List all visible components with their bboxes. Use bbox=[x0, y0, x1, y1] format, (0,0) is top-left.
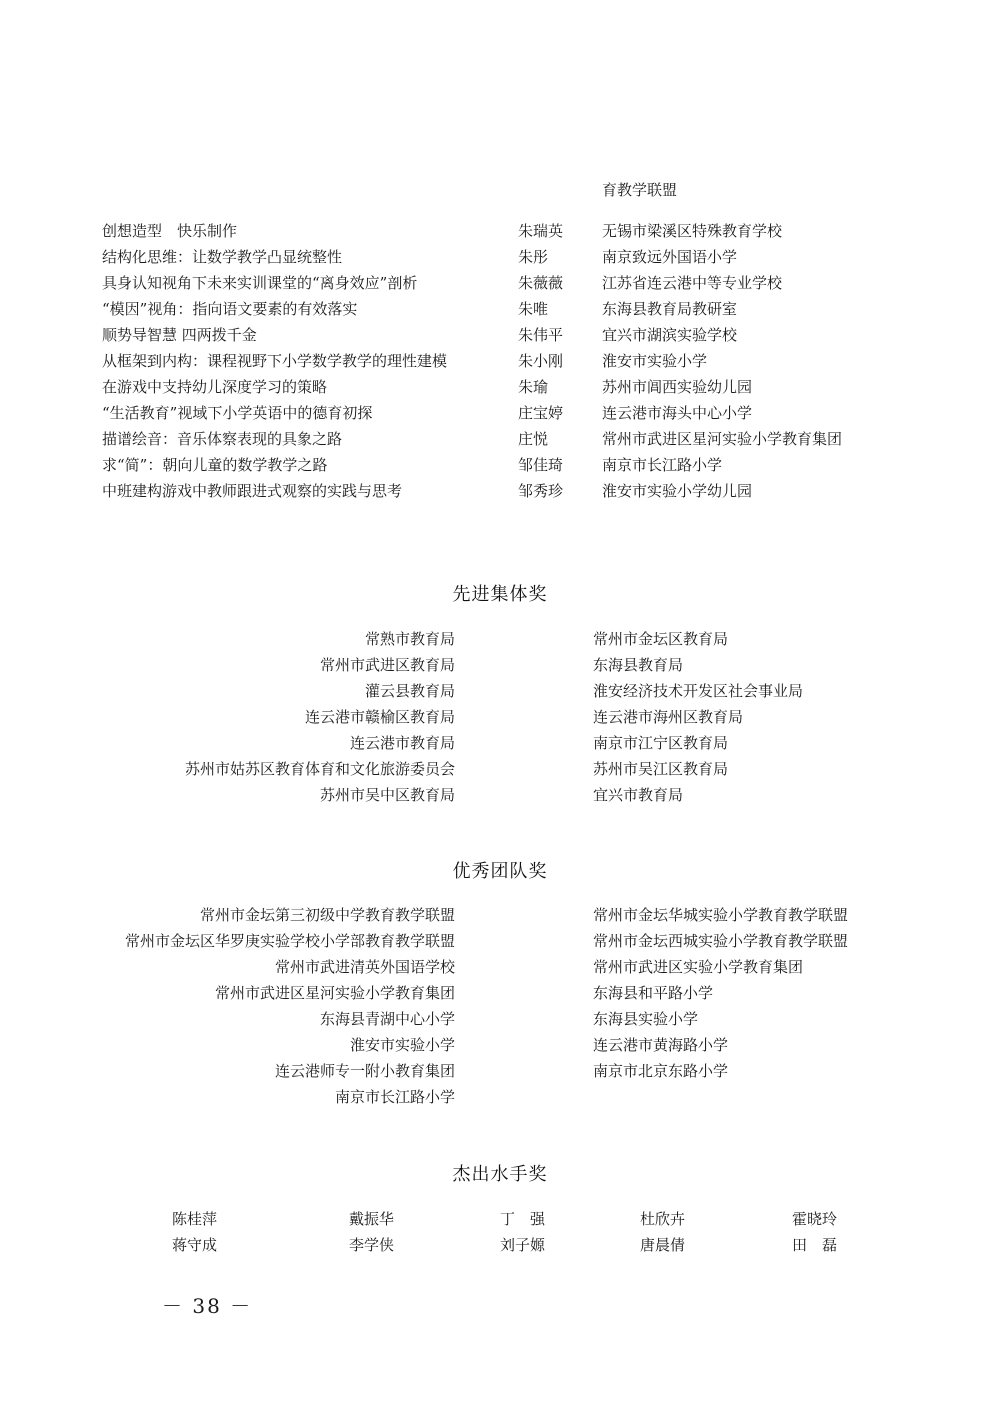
helmsman-award-heading: 杰出水手奖 bbox=[452, 1164, 548, 1185]
team-award-heading: 优秀团队奖 bbox=[452, 861, 548, 882]
paper-author: 朱唯 bbox=[518, 300, 549, 318]
team-right: 常州市武进区实验小学教育集团 bbox=[593, 958, 804, 976]
paper-title: 在游戏中支持幼儿深度学习的策略 bbox=[102, 378, 328, 396]
paper-title: 求“简”：朝向儿童的数学教学之路 bbox=[102, 456, 328, 474]
team-right: 东海县实验小学 bbox=[593, 1010, 699, 1028]
continuation-text: 育教学联盟 bbox=[602, 181, 678, 199]
table-row bbox=[0, 706, 1000, 732]
org-right: 常州市金坛区教育局 bbox=[593, 630, 729, 648]
paper-org: 无锡市梁溪区特殊教育学校 bbox=[602, 222, 783, 240]
team-left: 常州市武进区星河实验小学教育集团 bbox=[214, 984, 455, 1002]
team-left: 常州市武进清英外国语学校 bbox=[274, 958, 455, 976]
paper-author: 朱彤 bbox=[518, 248, 549, 266]
team-left: 连云港师专一附小教育集团 bbox=[274, 1062, 455, 1080]
page-number: － 38 － bbox=[162, 1294, 253, 1318]
list-item bbox=[0, 428, 1000, 454]
paper-org: 宜兴市湖滨实验学校 bbox=[602, 326, 738, 344]
table-row bbox=[0, 784, 1000, 810]
paper-org: 淮安市实验小学 bbox=[602, 352, 708, 370]
team-left: 淮安市实验小学 bbox=[349, 1036, 455, 1054]
team-right: 东海县和平路小学 bbox=[593, 984, 714, 1002]
person-name: 李学侠 bbox=[349, 1236, 395, 1254]
team-right: 常州市金坛华城实验小学教育教学联盟 bbox=[593, 906, 849, 924]
table-row bbox=[0, 956, 1000, 982]
team-left: 南京市长江路小学 bbox=[334, 1088, 455, 1106]
paper-org: 苏州市阊西实验幼儿园 bbox=[602, 378, 753, 396]
list-item bbox=[0, 376, 1000, 402]
paper-author: 邹佳琦 bbox=[518, 456, 564, 474]
team-right: 连云港市黄海路小学 bbox=[593, 1036, 729, 1054]
team-left: 东海县青湖中心小学 bbox=[319, 1010, 455, 1028]
table-row bbox=[0, 654, 1000, 680]
table-row bbox=[0, 628, 1000, 654]
list-item bbox=[0, 272, 1000, 298]
org-right: 宜兴市教育局 bbox=[593, 786, 684, 804]
table-row bbox=[0, 1086, 1000, 1112]
paper-title: 中班建构游戏中教师跟进式观察的实践与思考 bbox=[102, 482, 403, 500]
table-row bbox=[0, 930, 1000, 956]
paper-author: 庄宝婷 bbox=[518, 404, 564, 422]
list-item bbox=[0, 298, 1000, 324]
table-row bbox=[0, 1208, 1000, 1234]
paper-title: 描谱绘音：音乐体察表现的具象之路 bbox=[102, 430, 343, 448]
org-left: 连云港市赣榆区教育局 bbox=[304, 708, 455, 726]
paper-author: 朱伟平 bbox=[518, 326, 564, 344]
org-left: 苏州市吴中区教育局 bbox=[319, 786, 455, 804]
list-item bbox=[0, 402, 1000, 428]
list-item bbox=[0, 220, 1000, 246]
org-right: 连云港市海州区教育局 bbox=[593, 708, 744, 726]
paper-title: “模因”视角：指向语文要素的有效落实 bbox=[102, 300, 358, 318]
org-right: 南京市江宁区教育局 bbox=[593, 734, 729, 752]
team-left: 常州市金坛区华罗庚实验学校小学部教育教学联盟 bbox=[124, 932, 455, 950]
table-row bbox=[0, 1060, 1000, 1086]
table-row bbox=[0, 1034, 1000, 1060]
paper-author: 朱小刚 bbox=[518, 352, 564, 370]
paper-title: 创想造型 快乐制作 bbox=[102, 222, 238, 240]
table-row bbox=[0, 680, 1000, 706]
paper-org: 江苏省连云港中等专业学校 bbox=[602, 274, 783, 292]
paper-org: 南京致远外国语小学 bbox=[602, 248, 738, 266]
person-name: 陈桂萍 bbox=[172, 1210, 218, 1228]
team-left: 常州市金坛第三初级中学教育教学联盟 bbox=[199, 906, 455, 924]
paper-org: 常州市武进区星河实验小学教育集团 bbox=[602, 430, 843, 448]
org-left: 常熟市教育局 bbox=[364, 630, 455, 648]
org-left: 常州市武进区教育局 bbox=[319, 656, 455, 674]
paper-title: 从框架到内构：课程视野下小学数学教学的理性建模 bbox=[102, 352, 448, 370]
paper-author: 庄悦 bbox=[518, 430, 549, 448]
org-left: 连云港市教育局 bbox=[349, 734, 455, 752]
person-name: 戴振华 bbox=[349, 1210, 395, 1228]
person-name: 霍晓玲 bbox=[792, 1210, 838, 1228]
list-item bbox=[0, 246, 1000, 272]
paper-org: 南京市长江路小学 bbox=[602, 456, 723, 474]
paper-author: 朱薇薇 bbox=[518, 274, 564, 292]
collective-award-heading: 先进集体奖 bbox=[452, 584, 548, 605]
person-name: 丁 强 bbox=[500, 1210, 546, 1228]
list-item bbox=[0, 350, 1000, 376]
org-left: 苏州市姑苏区教育体育和文化旅游委员会 bbox=[184, 760, 455, 778]
org-left: 灌云县教育局 bbox=[364, 682, 455, 700]
table-row bbox=[0, 1234, 1000, 1260]
table-row bbox=[0, 1008, 1000, 1034]
table-row bbox=[0, 732, 1000, 758]
person-name: 刘子嫄 bbox=[500, 1236, 546, 1254]
table-row bbox=[0, 758, 1000, 784]
person-name: 杜欣卉 bbox=[640, 1210, 686, 1228]
org-right: 苏州市吴江区教育局 bbox=[593, 760, 729, 778]
org-right: 东海县教育局 bbox=[593, 656, 684, 674]
paper-title: 顺势导智慧 四两拨千金 bbox=[102, 326, 257, 344]
list-item bbox=[0, 480, 1000, 506]
paper-title: “生活教育”视域下小学英语中的德育初探 bbox=[102, 404, 373, 422]
paper-org: 东海县教育局教研室 bbox=[602, 300, 738, 318]
team-right: 南京市北京东路小学 bbox=[593, 1062, 729, 1080]
paper-author: 朱瑜 bbox=[518, 378, 549, 396]
table-row bbox=[0, 904, 1000, 930]
person-name: 田 磊 bbox=[792, 1236, 838, 1254]
list-item bbox=[0, 324, 1000, 350]
org-right: 淮安经济技术开发区社会事业局 bbox=[593, 682, 804, 700]
paper-org: 淮安市实验小学幼儿园 bbox=[602, 482, 753, 500]
list-item bbox=[0, 454, 1000, 480]
person-name: 唐晨倩 bbox=[640, 1236, 686, 1254]
person-name: 蒋守成 bbox=[172, 1236, 218, 1254]
paper-author: 朱瑞英 bbox=[518, 222, 564, 240]
paper-org: 连云港市海头中心小学 bbox=[602, 404, 753, 422]
team-right: 常州市金坛西城实验小学教育教学联盟 bbox=[593, 932, 849, 950]
table-row bbox=[0, 982, 1000, 1008]
paper-author: 邹秀珍 bbox=[518, 482, 564, 500]
paper-title: 结构化思维：让数学教学凸显统整性 bbox=[102, 248, 343, 266]
paper-title: 具身认知视角下未来实训课堂的“离身效应”剖析 bbox=[102, 274, 418, 292]
